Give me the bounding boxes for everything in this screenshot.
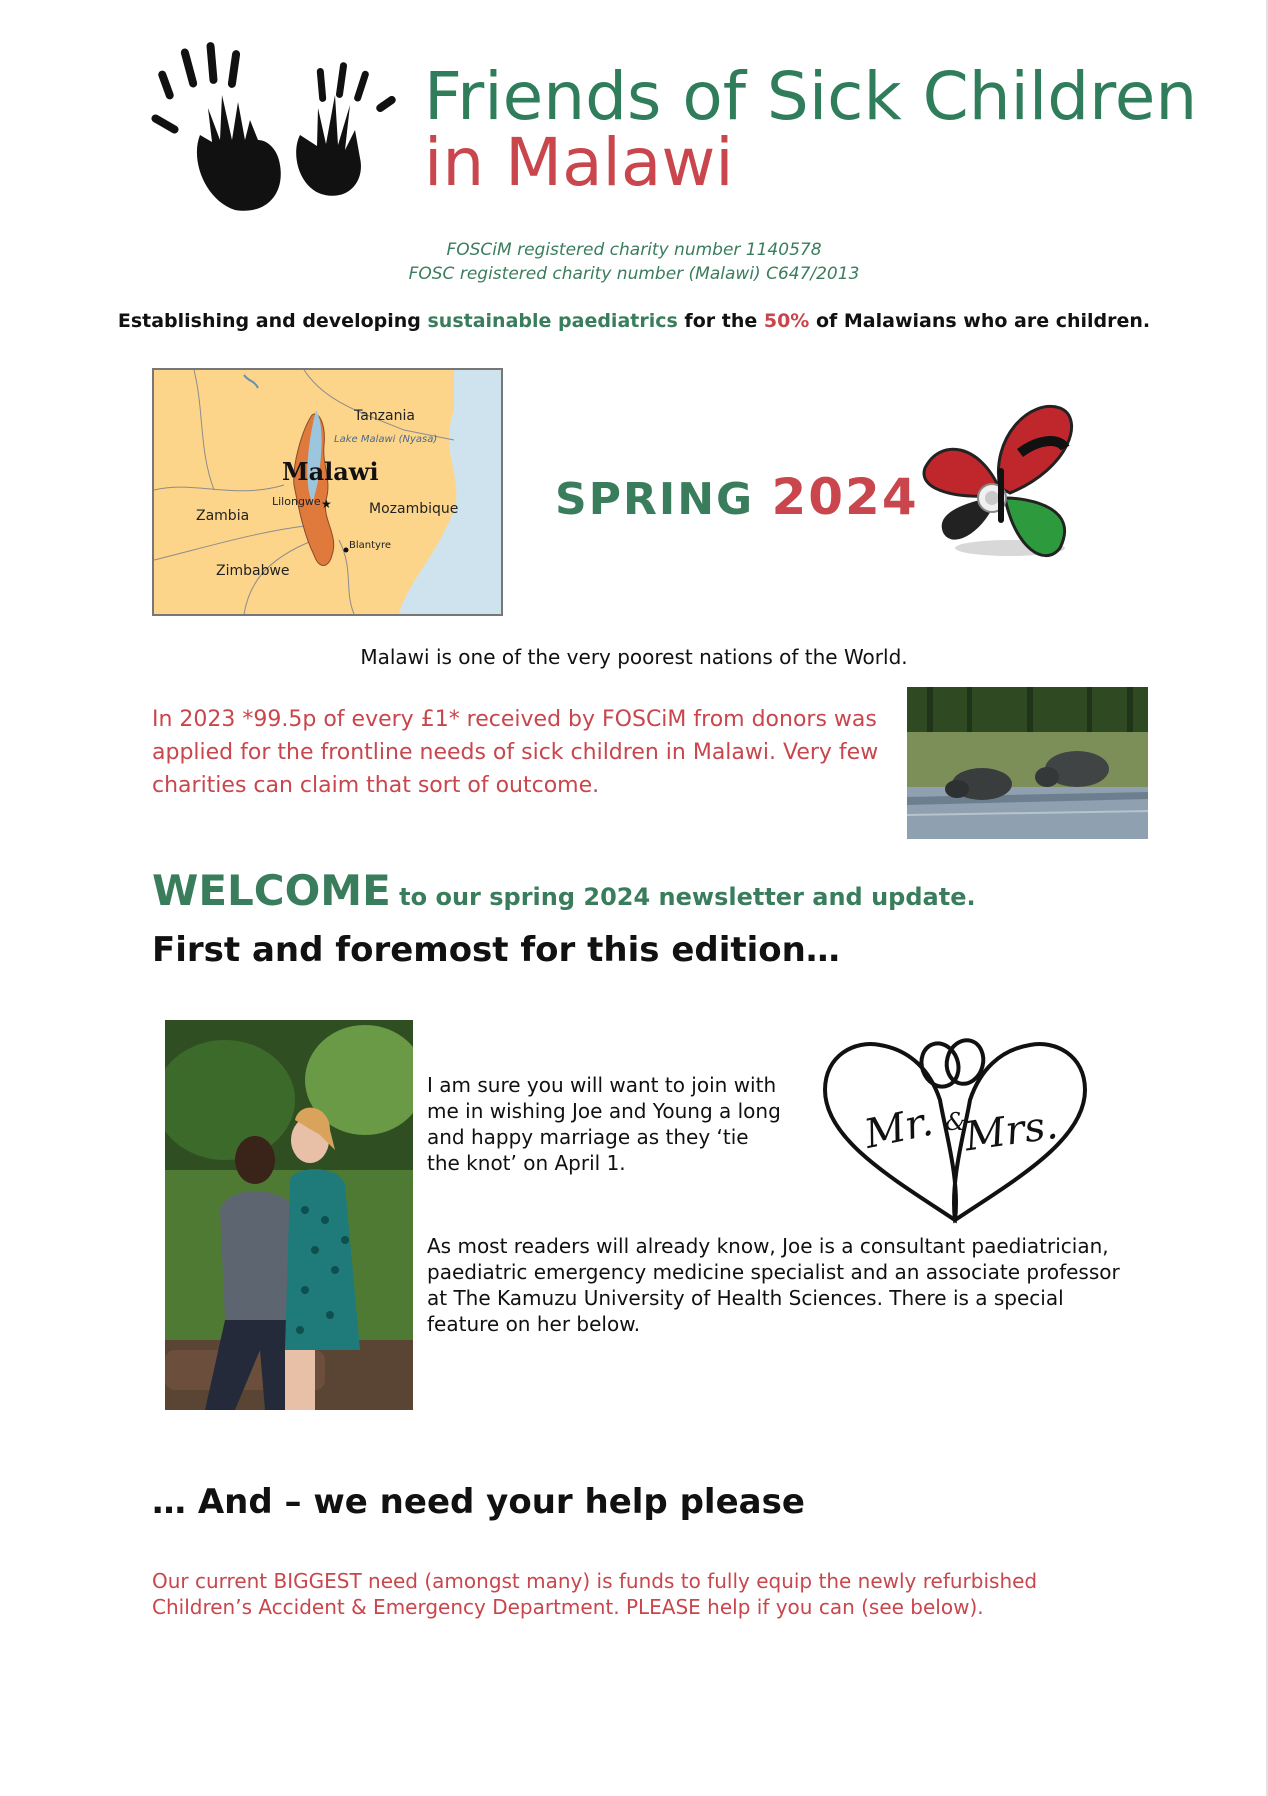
edition-label <box>555 468 919 526</box>
hippo-photo <box>907 687 1148 839</box>
tagline: Establishing and developing sustainable paediatrics for the 50% of Malawians who are children. <box>117 310 1151 332</box>
sign-mr: Mr. <box>860 1098 937 1158</box>
charity-number-malawi: FOSC registered charity number (Malawi) C647/2013 <box>408 264 860 284</box>
butterfly-image <box>920 398 1080 566</box>
joe-description-text: As most readers will already know, Joe is a consultant paediatrician, paediatric emergency medicine specialist and an associate professor at The Kamuzu University of Health Sciences. There is a special feature on her below. <box>427 1234 1120 1336</box>
map-label-tanzania: Tanzania <box>354 408 415 424</box>
map-label-zambia: Zambia <box>196 508 250 524</box>
edition-year: 2024 <box>771 468 919 526</box>
biggest-need-text: Our current BIGGEST need (amongst many) is funds to fully equip the newly refurbished Children’s Accident & Emergency Department. PLEASE help if you can (see below). <box>152 1569 1038 1619</box>
site-title-line1: Friends of Sick Children <box>424 58 1198 135</box>
map-label-zimbabwe: Zimbabwe <box>216 563 290 579</box>
welcome-rest: to our spring 2024 newsletter and update. <box>390 883 976 911</box>
map-label-lake: Lake Malawi (Nyasa) <box>334 434 438 445</box>
sign-amp: & <box>945 1108 967 1136</box>
charity-number-uk: FOSCiM registered charity number 1140578 <box>446 240 822 260</box>
welcome-word: WELCOME <box>152 866 391 915</box>
edition-season: SPRING <box>555 474 755 525</box>
donor-impact-text: In 2023 *99.5p of every £1* received by FOSCiM from donors was applied for the frontline needs of sick children in Malawi. Very few charities can claim that sort of outcome. <box>152 707 879 798</box>
couple-photo <box>165 1020 413 1410</box>
svg-text:★: ★ <box>321 497 332 511</box>
wedding-wish-text: I am sure you will want to join with me in wishing Joe and Young a long and happy marriage as they ‘tie the knot’ on April 1. <box>427 1073 781 1175</box>
map-label-malawi: Malawi <box>282 457 379 486</box>
help-heading: … And – we need your help please <box>152 1482 805 1522</box>
map-label-mozambique: Mozambique <box>369 501 459 517</box>
map-label-blantyre: Blantyre <box>349 540 391 551</box>
sign-mrs: Mrs. <box>961 1101 1061 1161</box>
map-label-lilongwe: Lilongwe <box>272 495 321 508</box>
welcome-heading <box>152 866 976 915</box>
first-foremost-heading: First and foremost for this edition… <box>152 930 840 970</box>
site-title-line2: in Malawi <box>424 124 734 201</box>
mr-mrs-hearts-icon <box>815 1030 1095 1230</box>
poorest-statement: Malawi is one of the very poorest nations of the World. <box>360 645 908 669</box>
malawi-map <box>152 368 503 616</box>
handprints-logo <box>150 40 400 215</box>
